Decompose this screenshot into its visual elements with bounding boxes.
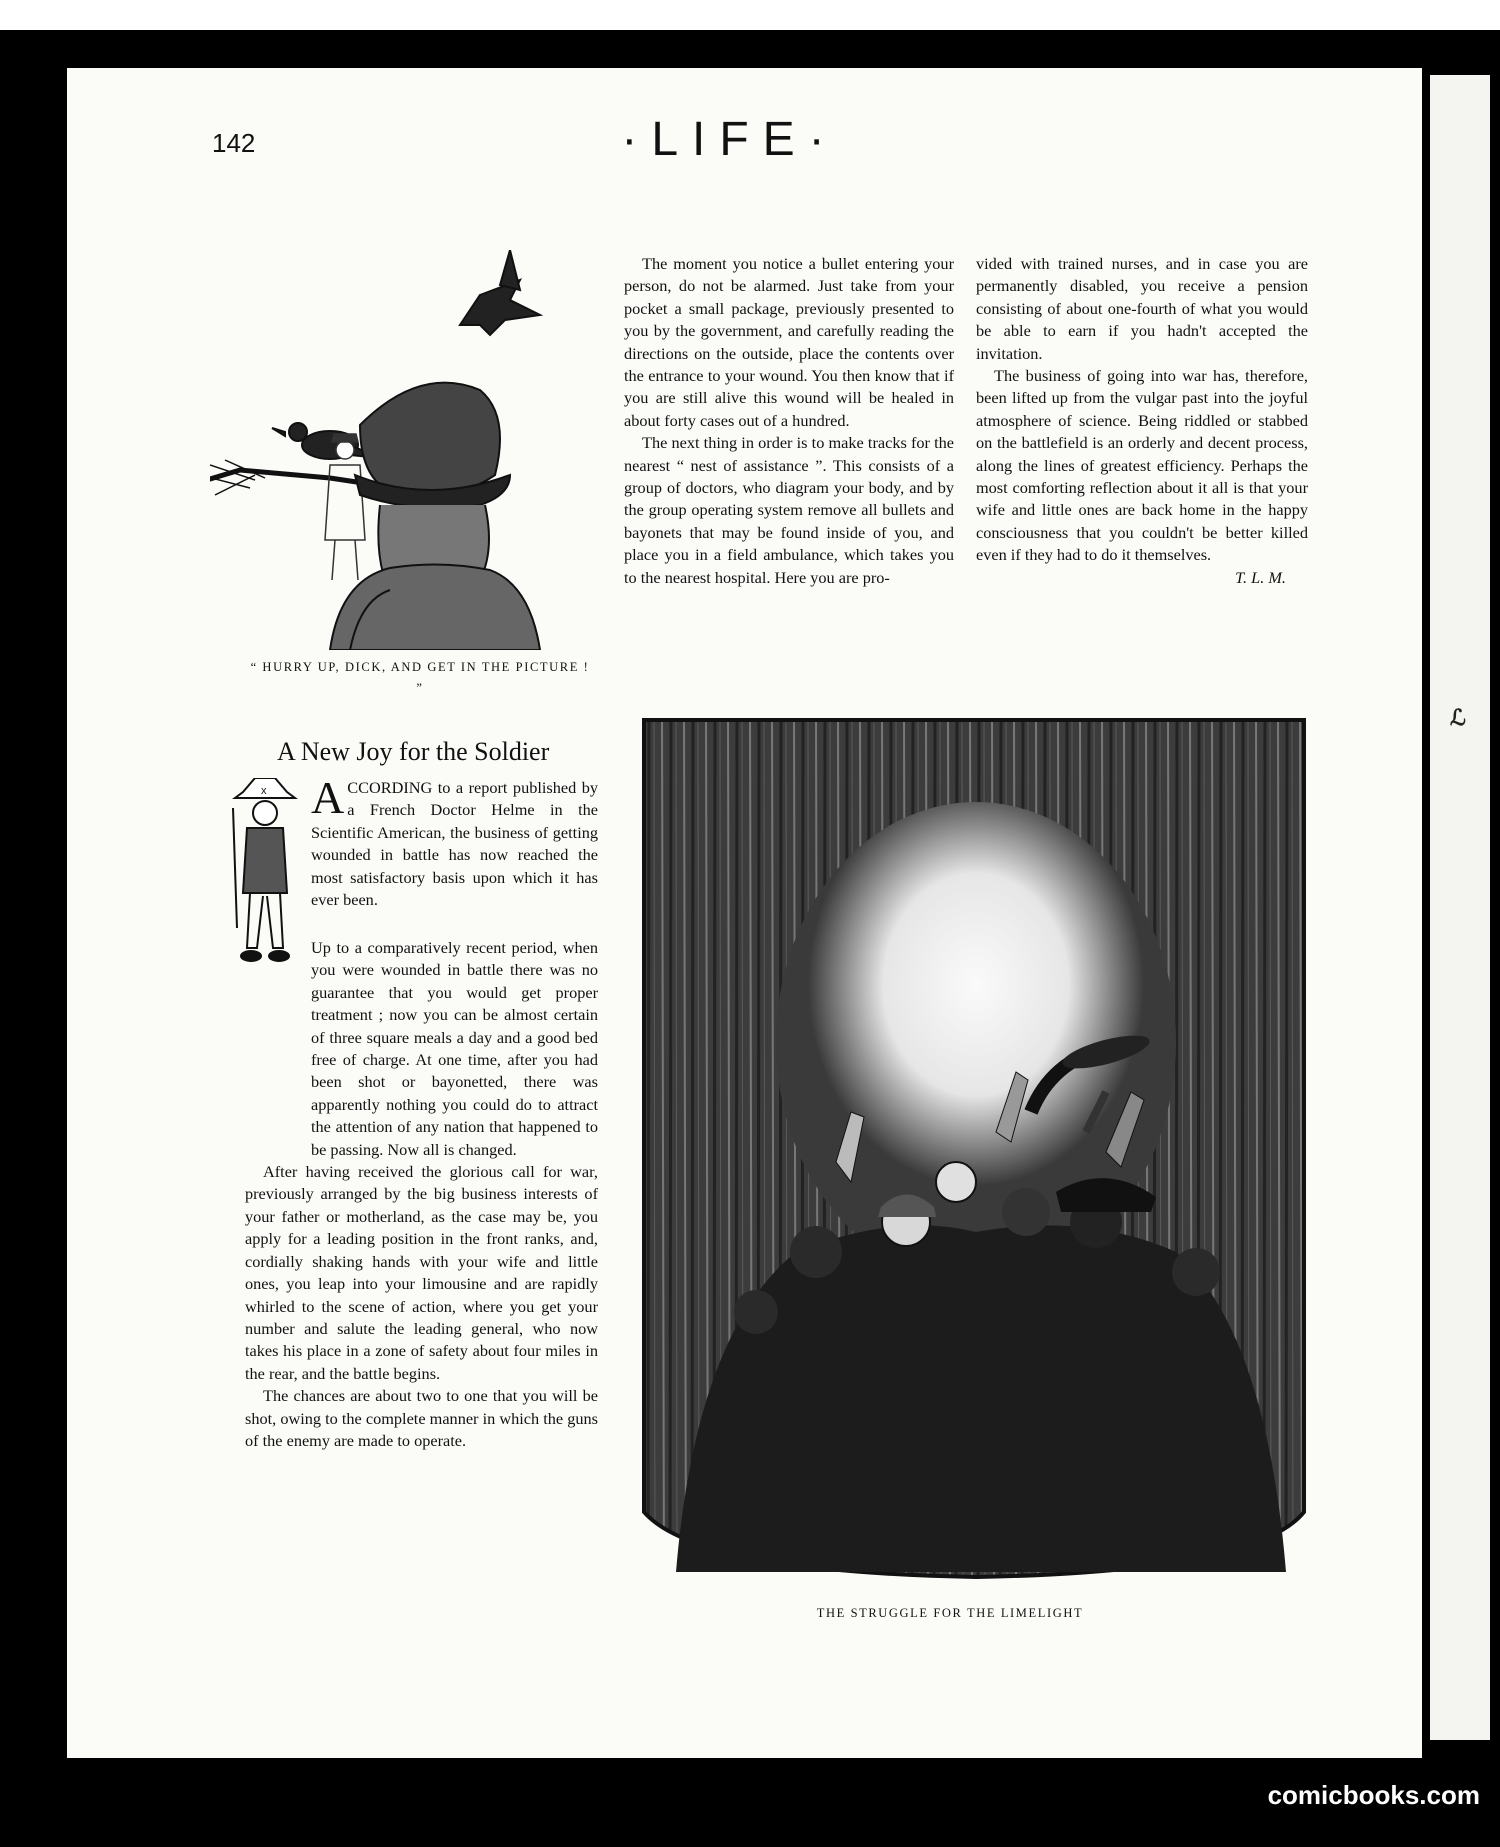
intro-text: CCORDING to a report published by a French Doctor Helme in the Scientific American, the business of getting wounded in battle has now reached the most satisfactory basis upon which it has ever been.: [311, 778, 598, 910]
flying-bird-icon: [460, 250, 540, 335]
paragraph: The moment you notice a bullet entering your person, do not be alarmed. Just take from your pocket a small package, previously presented to you by the government, and carefully reading the directions on the outside, place the contents over the entrance to your wound. You then know that if you are still alive this wound will be healed in about forty cases out of a hundred.: [624, 254, 954, 430]
paragraph: Up to a comparatively recent period, when you were wounded in battle there was no guarantee that you would get proper treatment ; now you can be almost certain of three square meals a day and a good bed free of charge. At one time, after you had been shot or bayonetted, there was apparently nothing you could do to attract the attention of any nation that happened to be passing. Now all is changed.: [311, 938, 598, 1159]
watermark: comicbooks.com: [1267, 1780, 1480, 1810]
scan-top-edge: [0, 0, 1500, 30]
article-column-2: [624, 253, 954, 589]
page-number: 142: [212, 128, 256, 158]
article-title: A New Joy for the Soldier: [277, 737, 550, 766]
author-signature: T. L. M.: [1235, 567, 1286, 587]
limelight-illustration: [636, 712, 1312, 1584]
paragraph: The next thing in order is to make tracks for the nearest “ nest of assistance ”. This consists of a group of doctors, who diagram your body, and by the group operating system remove all bullets and bayonets that may be found inside of you, and place you in a field ambulance, which takes you to the nearest hospital. Here you are pro-: [624, 433, 954, 587]
paragraph: The business of going into war has, therefore, been lifted up from the vulgar past into the joyful atmosphere of science. Being riddled or stabbed on the battlefield is an orderly and decent process, along the lines of greatest efficiency. Perhaps the most comforting reflection about it all is that your wife and little ones are back home in the happy consciousness that you couldn't be better killed even if they had to do it themselves.: [976, 366, 1308, 565]
article-column-3: [976, 253, 1308, 589]
top-cartoon-caption: “ HURRY UP, DICK, AND GET IN THE PICTURE ! ”: [250, 660, 590, 695]
svg-text:x: x: [261, 785, 267, 797]
masthead: ·LIFE·: [621, 113, 839, 166]
paragraph: After having received the glorious call for war, previously arranged by the big business interests of your father or motherland, as the case may be, you apply for a leading position in the front ranks, and, cordially shaking hands with your wife and little ones, you leap into your limousine and are rapidly whirled to the scene of action, where you get your number and salute the leading general, who now takes his place in a zone of safety about four miles in the rear, and the battle begins.: [245, 1162, 598, 1383]
paragraph: vided with trained nurses, and in case you are permanently disabled, you receive a pension consisting of about one-fourth of what you would be able to earn if you hadn't accepted the invitation.: [976, 254, 1308, 363]
woman-with-hat: [330, 383, 540, 650]
birds-hat-cartoon: [210, 250, 600, 650]
article-column-1: [245, 937, 598, 1452]
adjacent-page-edge: ℒ: [1430, 75, 1490, 1740]
main-illustration-caption: THE STRUGGLE FOR THE LIMELIGHT: [816, 1606, 1084, 1620]
article-intro: [311, 772, 598, 911]
drop-cap: A: [311, 772, 345, 823]
paragraph: The chances are about two to one that you will be shot, owing to the complete manner in which the guns of the enemy are made to operate.: [245, 1386, 598, 1450]
